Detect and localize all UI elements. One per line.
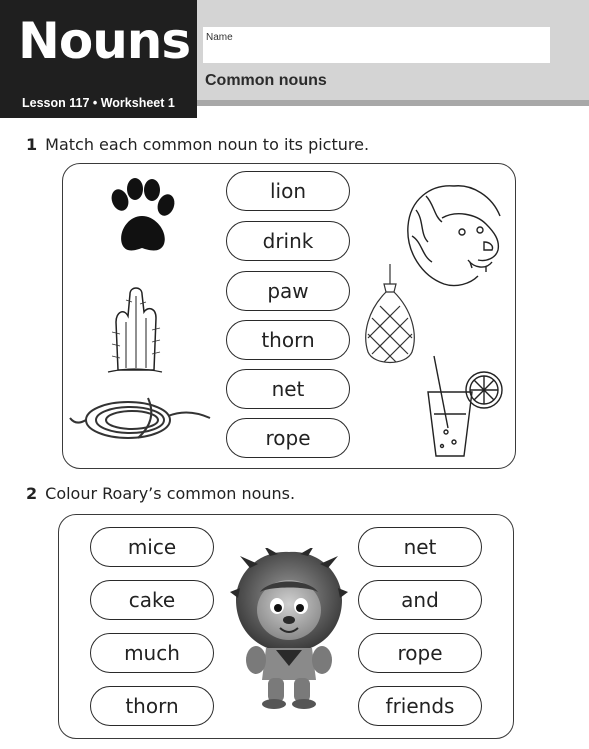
question-1 bbox=[26, 135, 369, 154]
drink-glass-icon[interactable] bbox=[420, 354, 504, 458]
rope-coil-icon[interactable] bbox=[68, 390, 214, 450]
paw-print-icon[interactable] bbox=[102, 178, 182, 260]
lesson-label: Lesson 117 • Worksheet 1 bbox=[22, 96, 175, 110]
question-1-number: 1 bbox=[26, 135, 38, 154]
name-field[interactable] bbox=[203, 27, 550, 63]
header-shadow bbox=[197, 100, 589, 106]
word-pill-lion[interactable]: lion bbox=[226, 171, 350, 211]
word-pill-friends[interactable]: friends bbox=[358, 686, 482, 726]
word-pill-rope[interactable]: rope bbox=[226, 418, 350, 458]
question-2-instruction: Colour Roary’s common nouns. bbox=[45, 484, 296, 503]
word-pill-much[interactable]: much bbox=[90, 633, 214, 673]
worksheet-subtitle: Common nouns bbox=[205, 72, 327, 89]
word-pill-net-2[interactable]: net bbox=[358, 527, 482, 567]
cactus-icon[interactable] bbox=[98, 282, 170, 374]
question-2-number: 2 bbox=[26, 484, 38, 503]
word-pill-rope-2[interactable]: rope bbox=[358, 633, 482, 673]
word-pill-drink[interactable]: drink bbox=[226, 221, 350, 261]
worksheet-title: Nouns bbox=[18, 12, 191, 70]
word-pill-thorn-2[interactable]: thorn bbox=[90, 686, 214, 726]
word-pill-and[interactable]: and bbox=[358, 580, 482, 620]
question-1-instruction: Match each common noun to its picture. bbox=[45, 135, 370, 154]
net-bag-icon[interactable] bbox=[360, 262, 420, 372]
word-pill-net[interactable]: net bbox=[226, 369, 350, 409]
roary-lion-icon bbox=[230, 548, 348, 710]
question-2 bbox=[26, 484, 295, 503]
title-block bbox=[0, 0, 197, 118]
word-pill-thorn[interactable]: thorn bbox=[226, 320, 350, 360]
word-pill-paw[interactable]: paw bbox=[226, 271, 350, 311]
word-pill-cake[interactable]: cake bbox=[90, 580, 214, 620]
name-label: Name bbox=[206, 32, 233, 43]
word-pill-mice[interactable]: mice bbox=[90, 527, 214, 567]
